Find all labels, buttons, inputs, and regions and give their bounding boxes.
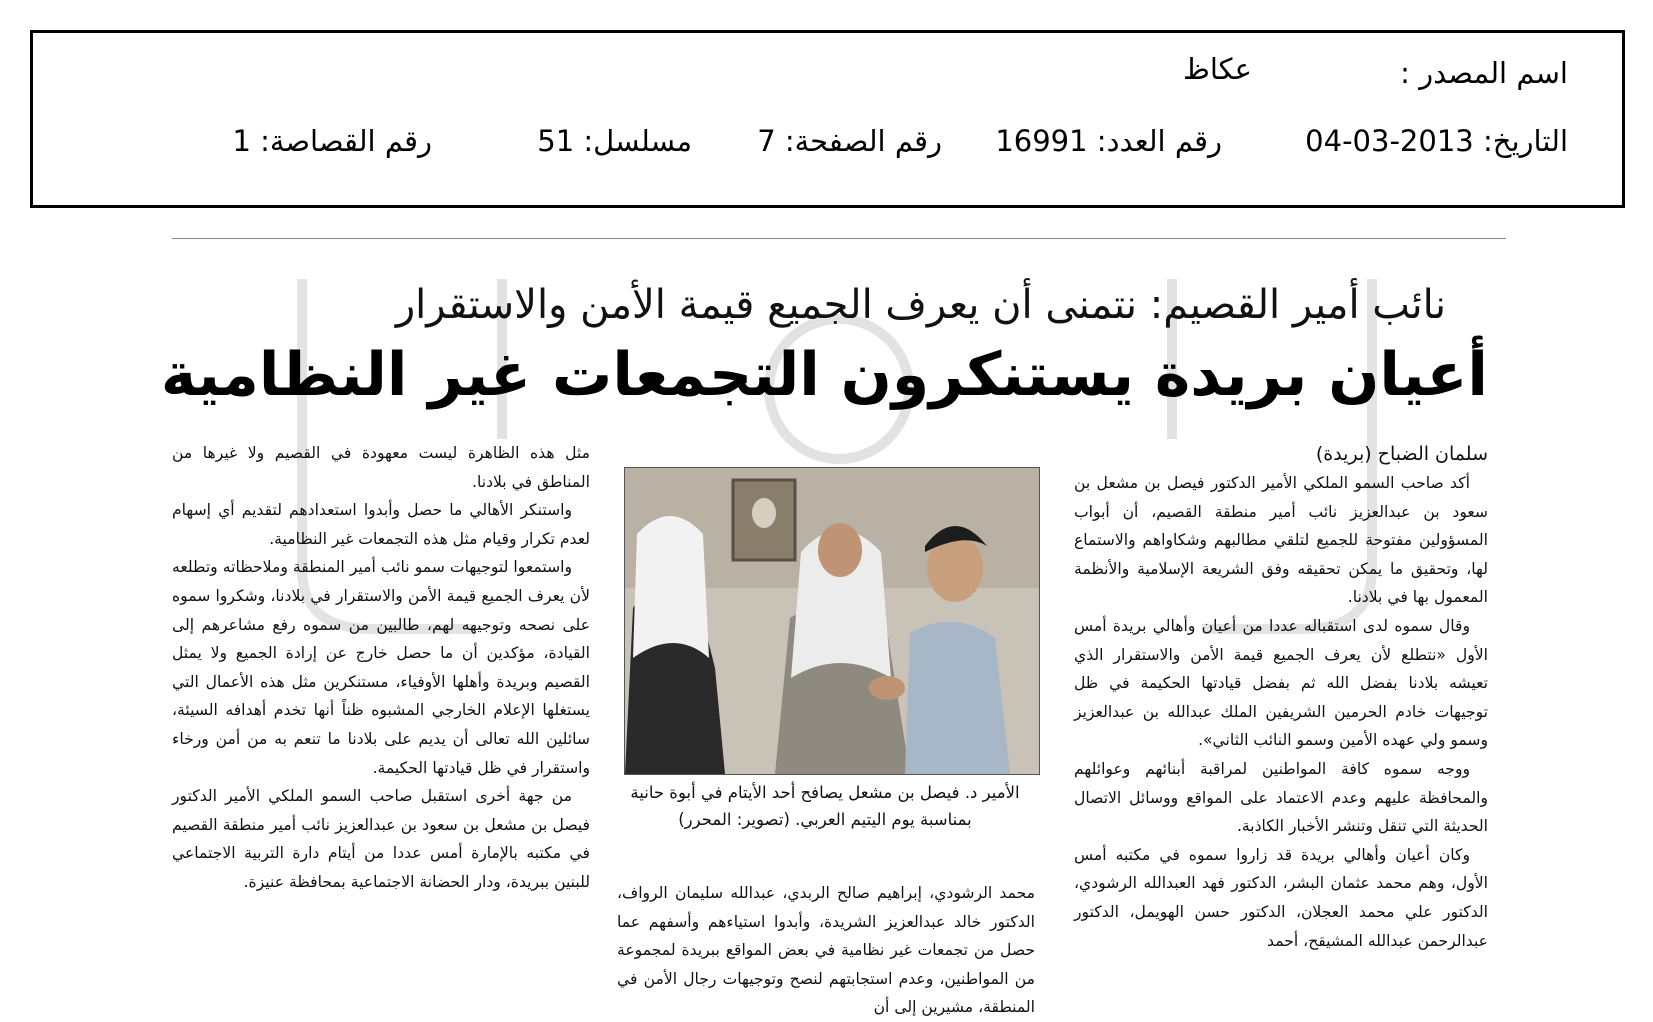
source-value: عكاظ — [1183, 52, 1252, 86]
paragraph: وقال سموه لدى استقباله عددا من أعيان وأهالي بريدة أمس الأول «نتطلع لأن يعرف الجميع قيمة الأمن والاستقرار الذي تعيشه بلادنا بفضل الله ثم بفضل قيادتها الحكيمة في ظل توجيهات خادم الحرمين الشريفين الملك عبدالله بن عبدالعزيز وسمو ولي عهده الأمين وسمو النائب الثاني». — [1074, 616, 1488, 750]
left-text-column — [172, 439, 590, 897]
serial-field: مسلسل: 51 — [537, 124, 692, 158]
paragraph: واستمعوا لتوجيهات سمو نائب أمير المنطقة وملاحظاته وتطلعه لأن يعرف الجميع قيمة الأمن والاستقرار في بلادنا، وشكروا سموه على نصحه وتوجيهه لهم، طالبين من سموه رفع مشاعرهم إلى القيادة، مؤكدين أن ما حصل خارج عن إرادة الجميع ولا يمثل القصيم وبريدة وأهلها الأوفياء، مستنكرين مثل هذه الأعمال التي يستغلها الإعلام الخارجي المشبوه ظناً أنها تخدم أهدافه السيئة، سائلين الله تعالى أن يديم على بلادنا ما تنعم به من أمن ورخاء واستقرار في ظل قيادتها الحكيمة. — [172, 558, 590, 777]
paragraph: محمد الرشودي، إبراهيم صالح الربدي، عبدالله سليمان الرواف، الدكتور خالد عبدالعزيز الشريدة، وأبدوا استياءهم وأسفهم عما حصل من تجمعات غير نظامية في بعض المواقع ببريدة لمجموعة من المواطنين، وعدم استجابتهم لنصح وتوجيهات رجال الأمن في المنطقة، مشيرين إلى أن — [617, 884, 1035, 1017]
middle-text-column — [617, 879, 1035, 1022]
page-number-field: رقم الصفحة: 7 — [757, 124, 942, 158]
right-text-column — [1074, 439, 1488, 955]
source-label: اسم المصدر : — [1400, 56, 1568, 90]
paragraph: مثل هذه الظاهرة ليست معهودة في القصيم ولا غيرها من المناطق في بلادنا. — [172, 444, 590, 491]
photo-illustration — [625, 468, 1039, 774]
article-photo — [624, 467, 1040, 775]
byline: سلمان الضباح (بريدة) — [1315, 443, 1488, 465]
date-field: التاريخ: 2013-03-04 — [1305, 124, 1568, 158]
paragraph: أكد صاحب السمو الملكي الأمير الدكتور فيصل بن مشعل بن سعود بن عبدالعزيز نائب أمير منطقة القصيم، أن أبواب المسؤولين مفتوحة للجميع لتلقي مطالبهم وشكاواهم والاستماع لها، وتحقيق ما يمكن تحقيقه وفق الشريعة الإسلامية والأنظمة المعمول بها في بلادنا. — [1074, 474, 1488, 607]
metadata-box — [30, 30, 1625, 208]
clip-number-field: رقم القصاصة: 1 — [232, 124, 432, 158]
article-subtitle: نائب أمير القصيم: نتمنى أن يعرف الجميع قيمة الأمن والاستقرار — [395, 282, 1446, 328]
newspaper-clipping — [160, 238, 1506, 1017]
paragraph: وكان أعيان وأهالي بريدة قد زاروا سموه في مكتبه أمس الأول، وهم محمد عثمان البشر، الدكتور فهد العبدالله الرشودي، الدكتور علي محمد العجلان، الدكتور حسن الهويمل، الدكتور عبدالرحمن عبدالله المشيقح، أحمد — [1074, 845, 1488, 950]
article-headline: أعيان بريدة يستنكرون التجمعات غير النظامية — [160, 340, 1488, 410]
issue-number-field: رقم العدد: 16991 — [995, 124, 1222, 158]
paragraph: واستنكر الأهالي ما حصل وأبدوا استعدادهم لتقديم أي إسهام لعدم تكرار وقيام مثل هذه التجمعات غير النظامية. — [172, 501, 590, 548]
photo-caption: الأمير د. فيصل بن مشعل يصافح أحد الأيتام في أبوة حانية بمناسبة يوم اليتيم العربي. (تصوير: المحرر) — [630, 783, 1020, 829]
paragraph: من جهة أخرى استقبل صاحب السمو الملكي الأمير الدكتور فيصل بن مشعل بن سعود بن عبدالعزيز نائب أمير منطقة القصيم في مكتبه بالإمارة أمس عددا من أيتام دارة التربية الاجتماعي للبنين ببريدة، ودار الحضانة الاجتماعية بمحافظة عنيزة. — [172, 787, 590, 891]
paragraph: ووجه سموه كافة المواطنين لمراقبة أبنائهم وعوائلهم والمحافظة عليهم وعدم الاعتماد على المواقع ووسائل الاتصال الحديثة التي تنقل وتنشر الأخبار الكاذبة. — [1074, 759, 1488, 836]
